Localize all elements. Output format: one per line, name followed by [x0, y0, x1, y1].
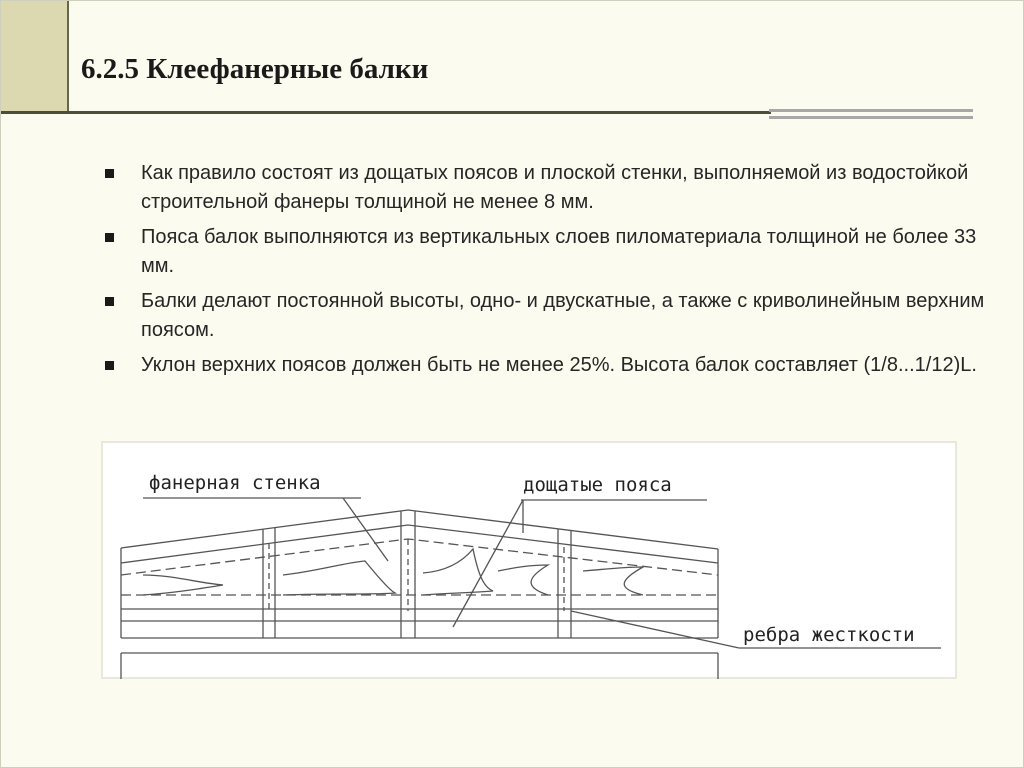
web-curve	[583, 567, 643, 595]
bullet-text: Балки делают постоянной высоты, одно- и двускатные, а также с криволинейным верхним поясом.	[141, 290, 985, 341]
beam-drawing	[101, 441, 957, 679]
leader-line	[571, 611, 739, 648]
bullet-item	[105, 351, 985, 380]
square-bullet-icon	[105, 297, 114, 306]
label-plywood-web: фанерная стенка	[149, 472, 321, 494]
top-edge	[121, 510, 718, 549]
bullet-text: Как правило состоят из дощатых поясов и плоской стенки, выполняемой из водостойкой строительной фанеры толщиной не менее 8 мм.	[141, 162, 969, 213]
square-bullet-icon	[105, 169, 114, 178]
title-underline-accent	[769, 109, 973, 112]
corner-divider	[67, 1, 69, 111]
web-curve	[498, 565, 548, 595]
square-bullet-icon	[105, 361, 114, 370]
bullet-list	[105, 159, 985, 386]
web-curve	[143, 575, 223, 595]
bullet-item	[105, 159, 985, 217]
web-curve	[283, 561, 395, 595]
label-board-chords: дощатые пояса	[523, 474, 672, 496]
top-chord-dashed	[121, 539, 718, 575]
beam-drawing-svg	[103, 443, 959, 681]
leader-line	[453, 500, 523, 627]
leader-line	[343, 498, 388, 561]
label-stiffening-ribs: ребра жесткости	[743, 624, 915, 646]
slide-title: 6.2.5 Клеефанерные балки	[81, 53, 429, 85]
top-chord	[121, 525, 718, 563]
bullet-item	[105, 223, 985, 281]
corner-decoration	[1, 1, 67, 111]
title-underline	[1, 111, 771, 114]
web-curve	[423, 549, 493, 595]
title-underline-accent	[769, 116, 973, 119]
bullet-text: Уклон верхних поясов должен быть не менее 25%. Высота балок составляет (1/8...1/12)L.	[141, 354, 977, 376]
bullet-text: Пояса балок выполняются из вертикальных слоев пиломатериала толщиной не более 33 мм.	[141, 226, 977, 277]
square-bullet-icon	[105, 233, 114, 242]
bullet-item	[105, 287, 985, 345]
